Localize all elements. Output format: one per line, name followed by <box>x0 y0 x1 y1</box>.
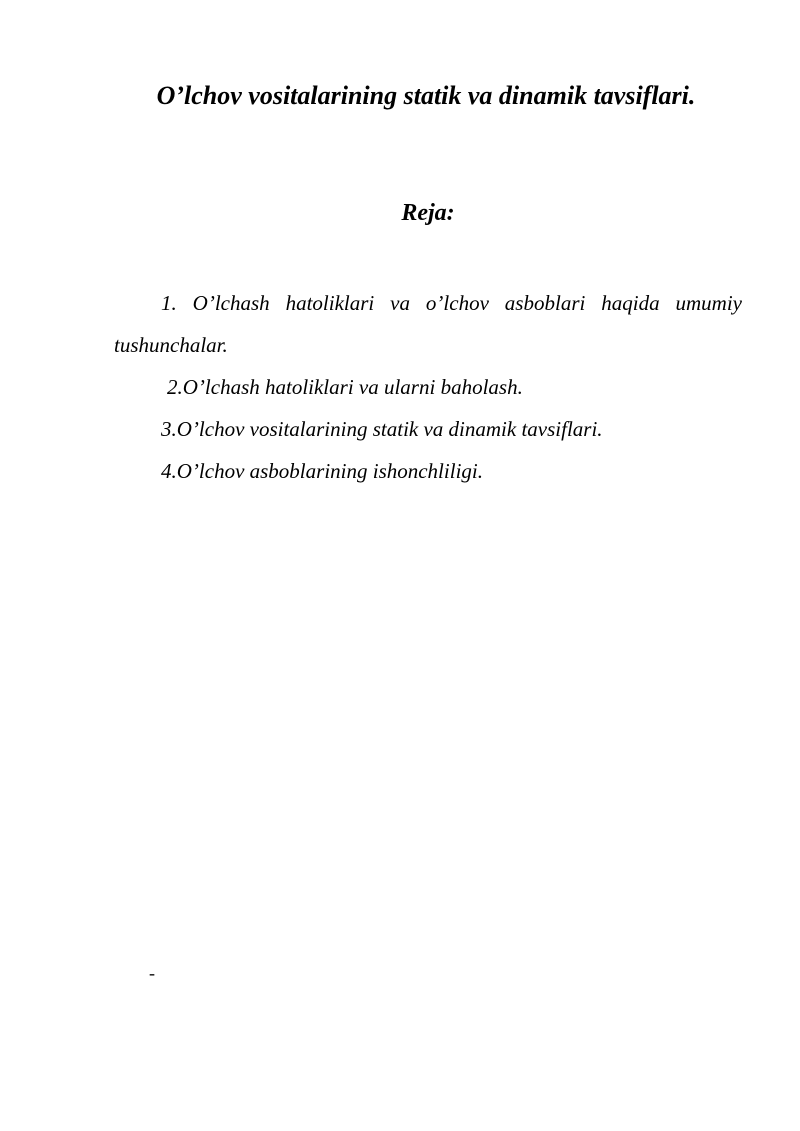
plan-list <box>114 282 742 492</box>
plan-item-1: 1. O’lchash hatoliklari va o’lchov asboblari haqida umumiy tushunchalar. <box>114 291 742 357</box>
footer-dash: - <box>149 963 155 983</box>
page-title: O’lchov vositalarining statik va dinamik tavsiflari. <box>156 81 696 110</box>
plan-heading: Reja: <box>401 200 455 226</box>
plan-item-3: 3.O’lchov vositalarining statik va dinamik tavsiflari. <box>161 417 603 441</box>
plan-item-4: 4.O’lchov asboblarining ishonchliligi. <box>161 459 483 483</box>
plan-item-2: 2.O’lchash hatoliklari va ularni baholash. <box>167 375 523 399</box>
